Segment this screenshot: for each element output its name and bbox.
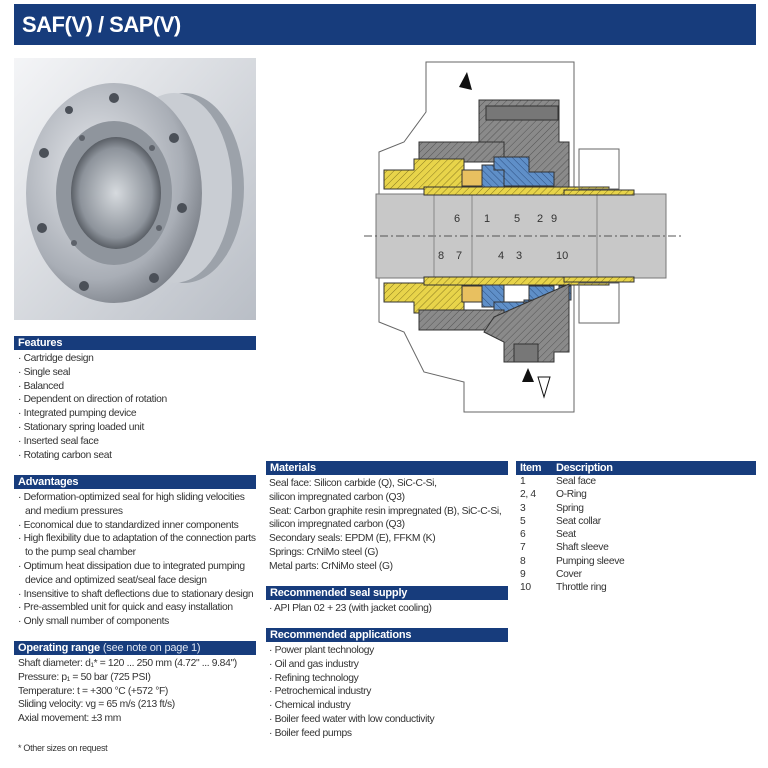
material-line: Seat: Carbon graphite resin impregnated (B), SiC-C-Si, <box>269 505 502 517</box>
table-row: 2, 4 O-Ring <box>520 489 587 501</box>
diagram-label: 1 <box>484 213 491 225</box>
spec-line: Sliding velocity: vg = 65 m/s (213 ft/s) <box>18 699 175 711</box>
list-item: · Stationary spring loaded unit <box>18 421 144 433</box>
advantages-heading: Advantages <box>14 475 256 489</box>
list-item: · High flexibility due to adaptation of the connection parts to the pump seal chamber <box>18 533 256 559</box>
operating-range-heading: Operating range (see note on page 1) <box>14 641 256 655</box>
table-row: 6 Seat <box>520 529 576 541</box>
diagram-label: 2 <box>537 213 544 225</box>
spec-line: Temperature: t = +300 °C (+572 °F) <box>18 685 169 697</box>
table-row: 1 Seal face <box>520 476 596 487</box>
list-item: · Chemical industry <box>269 700 351 712</box>
list-item: · Economical due to standardized inner components <box>18 519 239 531</box>
list-item: · Integrated pumping device <box>18 408 137 420</box>
material-line: silicon impregnated carbon (Q3) <box>269 491 405 503</box>
list-item: · Pre-assembled unit for quick and easy installation <box>18 602 233 614</box>
list-item: · Single seal <box>18 366 71 378</box>
seal-supply-list <box>269 602 509 616</box>
footnote: * Other sizes on request <box>18 743 108 753</box>
list-item: · Rotating carbon seat <box>18 449 112 461</box>
applications-list <box>269 644 509 741</box>
table-row: 7 Shaft sleeve <box>520 542 609 554</box>
product-photo <box>14 58 256 320</box>
features-list <box>18 352 256 462</box>
materials-list <box>269 477 509 574</box>
list-item: · Refining technology <box>269 672 359 684</box>
seal-supply-heading: Recommended seal supply <box>266 586 508 600</box>
page-title: SAF(V) / SAP(V) <box>14 4 756 45</box>
list-item: · Balanced <box>18 380 64 392</box>
diagram-label: 4 <box>498 250 505 262</box>
diagram-label: 9 <box>551 213 558 225</box>
applications-heading: Recommended applications <box>266 628 508 642</box>
diagram-label: 10 <box>556 250 569 262</box>
diagram-label: 7 <box>456 250 463 262</box>
list-item: · Only small number of components <box>18 616 169 628</box>
diagram-label: 8 <box>438 250 445 262</box>
material-line: Secondary seals: EPDM (E), FFKM (K) <box>269 533 436 545</box>
features-heading: Features <box>14 336 256 350</box>
materials-heading: Materials <box>266 461 508 475</box>
material-line: Springs: CrNiMo steel (G) <box>269 546 379 558</box>
list-item: · API Plan 02 + 23 (with jacket cooling) <box>269 603 432 614</box>
spec-line: Shaft diameter: d₁* = 120 ... 250 mm (4.72" ... 9.84") <box>18 658 237 669</box>
seal-sectional-drawing <box>364 52 684 418</box>
list-item: · Optimum heat dissipation due to integrated pumping device and optimized seat/seal face design <box>18 560 245 586</box>
spec-line: Axial movement: ±3 mm <box>18 713 122 725</box>
list-item: · Boiler feed pumps <box>269 727 352 739</box>
diagram-label: 5 <box>514 213 521 225</box>
table-row: 10 Throttle ring <box>520 582 607 594</box>
list-item: · Insensitive to shaft deflections due to stationary design <box>18 588 254 600</box>
column-header: Item <box>516 461 552 475</box>
list-item: · Deformation-optimized seal for high sliding velocities and medium pressures <box>18 492 245 517</box>
diagram-label: 6 <box>454 213 461 225</box>
table-row: 3 Spring <box>520 502 584 514</box>
material-line: Metal parts: CrNiMo steel (G) <box>269 560 393 572</box>
list-item: · Cartridge design <box>18 353 94 364</box>
list-item: · Petrochemical industry <box>269 686 372 698</box>
material-line: Seal face: Silicon carbide (Q), SiC-C-Si, <box>269 478 437 489</box>
advantages-list <box>18 491 256 629</box>
table-row: 9 Cover <box>520 569 582 581</box>
table-row: 8 Pumping sleeve <box>520 555 625 567</box>
diagram-label: 3 <box>516 250 523 262</box>
spec-line: Pressure: p₁ = 50 bar (725 PSI) <box>18 671 151 683</box>
table-row: 5 Seat collar <box>520 515 601 527</box>
list-item: · Oil and gas industry <box>269 658 359 670</box>
column-header: Description <box>552 461 756 475</box>
list-item: · Inserted seal face <box>18 435 99 447</box>
material-line: silicon impregnated carbon (Q3) <box>269 519 405 531</box>
operating-range-list <box>18 657 256 726</box>
list-item: · Power plant technology <box>269 645 374 656</box>
item-description-table <box>516 461 756 595</box>
list-item: · Dependent on direction of rotation <box>18 394 167 406</box>
operating-range-note: (see note on page 1) <box>102 642 201 654</box>
list-item: · Boiler feed water with low conductivity <box>269 713 435 725</box>
